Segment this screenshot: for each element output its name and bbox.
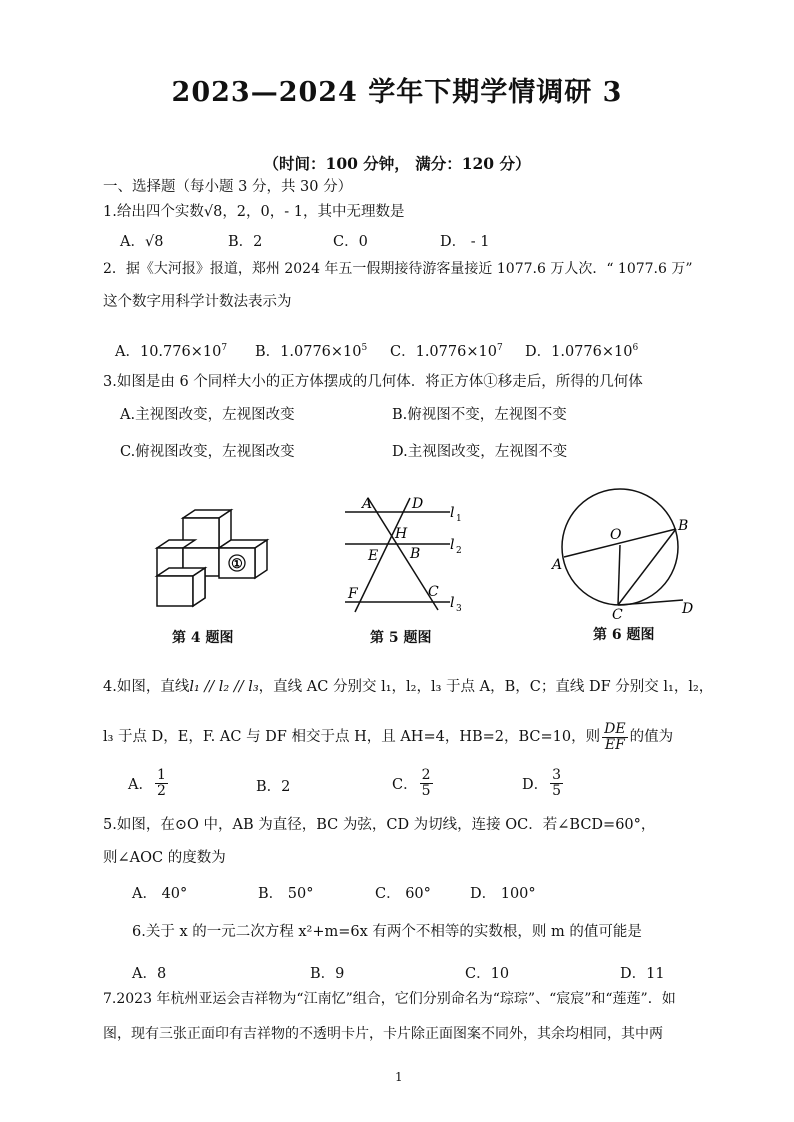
label-d: D xyxy=(682,601,694,617)
q4-line2-part-b: 的值为 xyxy=(629,728,674,745)
q2-option-c-exp: 7 xyxy=(496,343,503,354)
exam-info: （时间：100 分钟， 满分：120 分） xyxy=(263,154,531,173)
q1-option-d: D． - 1 xyxy=(440,234,490,250)
q4-option-c-prefix: C． xyxy=(392,776,418,793)
label-c: C xyxy=(428,584,439,600)
q4-option-a-fraction xyxy=(155,768,168,798)
q6-option-c: C．10 xyxy=(465,966,510,982)
q6-option-b: B．9 xyxy=(310,966,345,982)
label-c: C xyxy=(612,607,623,620)
q6-option-d: D．11 xyxy=(620,966,665,982)
label-l2: l xyxy=(450,537,455,553)
question-4-line2 xyxy=(103,722,673,752)
label-d: D xyxy=(412,496,424,512)
label-l3-sub: 3 xyxy=(456,604,462,614)
q1-option-b: B．2 xyxy=(228,234,263,250)
label-b: B xyxy=(410,546,421,562)
question-7-line2: 图，现有三张正面印有吉祥物的不透明卡片，卡片除正面图案不同外，其余均相同，其中两 xyxy=(103,1026,663,1042)
q2-option-d-base: D．1.0776×10 xyxy=(525,344,633,360)
q3-option-c: C.俯视图改变，左视图改变 xyxy=(120,444,295,460)
q2-option-d xyxy=(525,340,638,361)
q4-option-c-den: 5 xyxy=(421,782,431,799)
q4-option-a-num: 1 xyxy=(156,767,166,783)
q2-option-a xyxy=(115,340,227,361)
question-5-line1: 5.如图，在⊙O 中，AB 为直径，BC 为弦，CD 为切线，连接 OC．若∠BCD=60°， xyxy=(103,817,656,833)
q2-option-c xyxy=(390,340,503,361)
label-a: A xyxy=(362,496,373,512)
q2-option-c-base: C．1.0776×10 xyxy=(390,344,497,360)
label-l1: l xyxy=(450,505,455,521)
q4-option-d-den: 5 xyxy=(552,782,562,799)
question-2-line2: 这个数字用科学计数法表示为 xyxy=(103,294,292,310)
q2-option-b-exp: 5 xyxy=(361,343,368,354)
q4-fraction-num: DE xyxy=(604,721,626,737)
question-2-line1: 2．据《大河报》报道，郑州 2024 年五一假期接待游客量接近 1077.6 万人次．“ 1077.6 万” xyxy=(103,261,693,277)
q2-option-b-base: B．1.0776×10 xyxy=(255,344,362,360)
line-df xyxy=(355,498,410,612)
segment-oc xyxy=(618,545,620,605)
q4-option-c-fraction xyxy=(420,768,433,798)
q4-option-d-num: 3 xyxy=(552,767,562,783)
page-title: 2023—2024 学年下期学情调研 3 xyxy=(171,77,623,108)
question-3-stem: 3.如图是由 6 个同样大小的正方体摆成的几何体．将正方体①移走后，所得的几何体 xyxy=(103,374,643,390)
q5-option-b: B． 50° xyxy=(258,886,314,902)
q3-option-d: D.主视图改变，左视图不变 xyxy=(392,444,568,460)
q1-stem-part-b: ，2，0，- 1，其中无理数是 xyxy=(222,204,405,220)
q1-option-c: C．0 xyxy=(333,234,368,250)
label-e: E xyxy=(368,548,379,564)
figure-5-caption: 第 5 题图 xyxy=(370,630,432,646)
question-4-line1 xyxy=(103,680,713,695)
q2-option-a-base: A．10.776×10 xyxy=(115,344,222,360)
label-a: A xyxy=(552,557,563,573)
figure-4-cubes xyxy=(145,508,285,613)
label-l2-sub: 2 xyxy=(456,546,462,556)
question-5-line2: 则∠AOC 的度数为 xyxy=(103,850,226,866)
q2-option-b xyxy=(255,340,367,361)
label-f: F xyxy=(348,586,358,602)
label-h: H xyxy=(395,526,408,542)
q3-option-b: B.俯视图不变，左视图不变 xyxy=(392,407,567,423)
label-o: O xyxy=(610,527,622,543)
q1-option-a: A．√8 xyxy=(120,234,164,250)
q4-option-a xyxy=(128,768,170,798)
q4-option-d xyxy=(522,768,565,798)
tangent-cd xyxy=(618,600,683,605)
figure-6-caption: 第 6 题图 xyxy=(593,627,655,643)
chord-bc xyxy=(618,529,676,605)
q4-option-d-fraction xyxy=(550,768,563,798)
q3-option-a: A.主视图改变，左视图改变 xyxy=(120,407,295,423)
cube-marker-label: ① xyxy=(231,557,243,572)
q4-line1-part-a: 4.如图，直线 xyxy=(103,679,190,695)
q2-option-a-exp: 7 xyxy=(221,343,228,354)
question-6-stem: 6.关于 x 的一元二次方程 x²+m=6x 有两个不相等的实数根，则 m 的值可能是 xyxy=(132,924,642,940)
q4-fraction-den: EF xyxy=(604,736,625,753)
q4-option-a-den: 2 xyxy=(156,782,166,799)
figure-4-caption: 第 4 题图 xyxy=(172,630,234,646)
q4-option-d-prefix: D． xyxy=(522,776,549,793)
q5-option-d: D． 100° xyxy=(470,886,536,902)
page-number: 1 xyxy=(395,1070,403,1084)
q4-line1-part-b: ，直线 AC 分别交 l₁，l₂，l₃ 于点 A，B，C；直线 DF 分别交 l₁，l₂， xyxy=(258,679,714,695)
q5-option-a: A． 40° xyxy=(132,886,188,902)
q4-fraction xyxy=(602,722,627,752)
q4-parallel-expression: l₁ // l₂ // l₃ xyxy=(189,679,259,695)
label-l1-sub: 1 xyxy=(456,514,462,524)
q1-radical: √8 xyxy=(203,204,223,220)
q4-option-a-prefix: A． xyxy=(128,776,153,793)
q4-option-b: B．2 xyxy=(256,779,291,795)
q4-option-c-num: 2 xyxy=(421,767,431,783)
figure-5-lines xyxy=(340,490,470,615)
question-7-line1: 7.2023 年杭州亚运会吉祥物为“江南忆”组合，它们分别命名为“琮琮”、“宸宸”和“莲莲”．如 xyxy=(103,991,676,1007)
q5-option-c: C． 60° xyxy=(375,886,431,902)
q2-option-d-exp: 6 xyxy=(632,343,639,354)
q4-line2-part-a: l₃ 于点 D，E，F. AC 与 DF 相交于点 H，且 AH=4，HB=2，BC=10，则 xyxy=(103,728,601,745)
section-heading: 一、选择题（每小题 3 分，共 30 分） xyxy=(103,179,353,195)
label-b: B xyxy=(678,518,689,534)
q4-option-c xyxy=(392,768,435,798)
figure-6-circle xyxy=(548,485,708,620)
question-1-stem xyxy=(103,205,405,220)
label-l3: l xyxy=(450,595,455,611)
q1-stem-part-a: 1.给出四个实数 xyxy=(103,204,204,220)
q6-option-a: A．8 xyxy=(132,966,167,982)
